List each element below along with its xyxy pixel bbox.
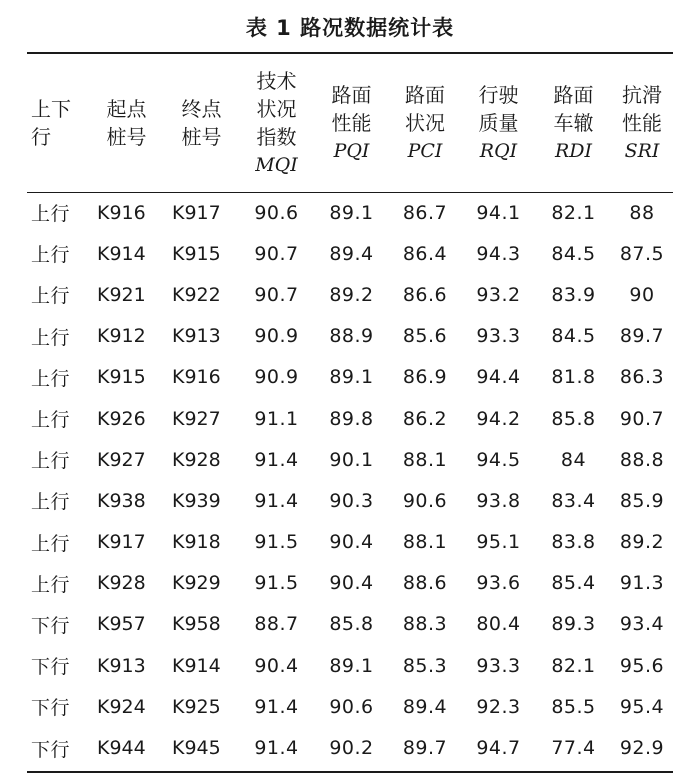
header-label-line: 起点 xyxy=(106,97,147,121)
end-station-cell: K929 xyxy=(172,572,221,595)
header-abbreviation: PQI xyxy=(333,140,370,162)
rqi-cell: 94.1 xyxy=(476,201,521,224)
start-station-cell: K915 xyxy=(97,366,146,389)
end-station-cell: K918 xyxy=(172,531,221,554)
header-label-line: 桩号 xyxy=(106,125,147,149)
header-label-line: 车辙 xyxy=(553,111,594,135)
start-station-cell: K914 xyxy=(97,242,146,265)
end-station-cell: K958 xyxy=(172,613,221,636)
mqi-cell: 90.9 xyxy=(254,366,299,389)
rdi-cell: 89.3 xyxy=(551,613,596,636)
start-station-cell: K927 xyxy=(97,448,146,471)
header-abbreviation: RQI xyxy=(479,140,518,162)
start-station-cell: K921 xyxy=(97,283,146,306)
pci-cell: 86.7 xyxy=(402,201,448,224)
sri-cell: 95.4 xyxy=(619,695,665,718)
direction-cell: 下行 xyxy=(31,738,71,761)
header-pqi xyxy=(314,54,389,192)
start-station-cell: K917 xyxy=(97,531,146,554)
start-station-cell: K926 xyxy=(97,407,146,430)
header-abbreviation: SRI xyxy=(624,140,660,162)
table-row xyxy=(27,686,673,727)
start-station-cell: K912 xyxy=(97,325,146,348)
sri-cell: 86.3 xyxy=(619,366,665,389)
pci-cell: 88.1 xyxy=(402,448,448,471)
mqi-cell: 91.4 xyxy=(254,737,299,760)
rdi-cell: 83.9 xyxy=(551,283,596,306)
rqi-cell: 93.6 xyxy=(476,572,521,595)
start-station-cell: K944 xyxy=(97,737,146,760)
direction-cell: 下行 xyxy=(31,697,71,720)
pci-cell: 86.2 xyxy=(402,407,448,430)
pqi-cell: 90.1 xyxy=(329,448,374,471)
start-station-cell: K928 xyxy=(97,572,146,595)
table-row xyxy=(27,192,673,233)
pqi-cell: 89.4 xyxy=(329,242,374,265)
rdi-cell: 85.8 xyxy=(551,407,596,430)
header-label-line: 路面 xyxy=(553,83,594,107)
rqi-cell: 94.5 xyxy=(476,448,521,471)
table-row xyxy=(27,398,673,439)
rqi-cell: 94.3 xyxy=(476,242,521,265)
direction-cell: 上行 xyxy=(31,203,71,226)
sri-cell: 92.9 xyxy=(619,737,665,760)
header-abbreviation: RDI xyxy=(554,140,593,162)
pci-cell: 88.3 xyxy=(402,613,448,636)
start-station-cell: K957 xyxy=(97,613,146,636)
header-label-line: 桩号 xyxy=(181,125,222,149)
header-label-line: 状况 xyxy=(405,111,445,135)
end-station-cell: K925 xyxy=(172,695,221,718)
direction-cell: 上行 xyxy=(31,409,71,432)
table-row xyxy=(27,645,673,686)
table-row xyxy=(27,563,673,604)
rqi-cell: 95.1 xyxy=(476,531,521,554)
mqi-cell: 90.7 xyxy=(254,283,299,306)
table-body xyxy=(27,192,673,769)
table-row xyxy=(27,357,673,398)
rdi-cell: 82.1 xyxy=(551,201,596,224)
pqi-cell: 89.1 xyxy=(329,654,374,677)
end-station-cell: K922 xyxy=(172,283,221,306)
direction-cell: 上行 xyxy=(31,244,71,267)
end-station-cell: K915 xyxy=(172,242,221,265)
mqi-cell: 90.6 xyxy=(254,201,299,224)
header-label-line: 性能 xyxy=(622,111,662,135)
end-station-cell: K939 xyxy=(172,489,221,512)
table-row xyxy=(27,727,673,768)
direction-cell: 下行 xyxy=(31,656,71,679)
pqi-cell: 90.3 xyxy=(329,489,374,512)
direction-cell: 上行 xyxy=(31,532,71,555)
rqi-cell: 93.3 xyxy=(476,654,521,677)
sri-cell: 85.9 xyxy=(619,489,665,512)
header-abbreviation: MQI xyxy=(255,154,298,176)
end-station-cell: K914 xyxy=(172,654,221,677)
table-row xyxy=(27,522,673,563)
direction-cell: 上行 xyxy=(31,285,71,308)
header-direction xyxy=(27,54,89,192)
pqi-cell: 89.8 xyxy=(329,407,374,430)
pqi-cell: 89.1 xyxy=(329,366,374,389)
header-rdi xyxy=(536,54,611,192)
mqi-cell: 91.5 xyxy=(254,531,299,554)
pci-cell: 89.7 xyxy=(402,737,448,760)
rdi-cell: 83.8 xyxy=(551,531,596,554)
header-start-station xyxy=(89,54,164,192)
table-header xyxy=(27,54,673,192)
header-label-line: 行驶 xyxy=(478,83,519,107)
mqi-cell: 91.4 xyxy=(254,489,299,512)
road-condition-table xyxy=(27,54,673,769)
rdi-cell: 85.5 xyxy=(551,695,596,718)
rdi-cell: 82.1 xyxy=(551,654,596,677)
rqi-cell: 93.2 xyxy=(476,283,521,306)
pci-cell: 85.3 xyxy=(402,654,448,677)
rdi-cell: 81.8 xyxy=(551,366,596,389)
header-label-line: 路面 xyxy=(331,83,372,107)
table-row xyxy=(27,480,673,521)
header-row xyxy=(27,54,673,192)
direction-cell: 上行 xyxy=(31,491,71,514)
sri-cell: 90.7 xyxy=(619,407,665,430)
direction-cell: 下行 xyxy=(31,614,71,637)
rdi-cell: 83.4 xyxy=(551,489,596,512)
rqi-cell: 94.7 xyxy=(476,737,521,760)
mqi-cell: 91.5 xyxy=(254,572,299,595)
rqi-cell: 80.4 xyxy=(476,613,521,636)
table-row xyxy=(27,274,673,315)
direction-cell: 上行 xyxy=(31,326,71,349)
header-sri xyxy=(611,54,673,192)
table-row xyxy=(27,316,673,357)
rdi-cell: 84 xyxy=(560,448,587,471)
start-station-cell: K913 xyxy=(97,654,146,677)
header-label-line: 行 xyxy=(31,125,51,149)
rdi-cell: 77.4 xyxy=(551,737,596,760)
direction-cell: 上行 xyxy=(31,450,71,473)
sri-cell: 90 xyxy=(629,283,655,306)
sri-cell: 89.7 xyxy=(619,325,665,348)
end-station-cell: K945 xyxy=(172,737,221,760)
pqi-cell: 88.9 xyxy=(329,325,374,348)
pci-cell: 85.6 xyxy=(402,325,448,348)
end-station-cell: K917 xyxy=(172,201,221,224)
pci-cell: 88.1 xyxy=(402,531,448,554)
header-label-line: 状况 xyxy=(256,97,297,121)
end-station-cell: K927 xyxy=(172,407,221,430)
bottom-rule xyxy=(27,771,673,773)
pqi-cell: 90.2 xyxy=(329,737,374,760)
table-row xyxy=(27,604,673,645)
pci-cell: 86.9 xyxy=(402,366,448,389)
end-station-cell: K916 xyxy=(172,366,221,389)
header-label-line: 抗滑 xyxy=(622,83,662,107)
pci-cell: 88.6 xyxy=(402,572,448,595)
rqi-cell: 92.3 xyxy=(476,695,521,718)
mqi-cell: 90.7 xyxy=(254,242,299,265)
mqi-cell: 91.4 xyxy=(254,448,299,471)
rqi-cell: 93.3 xyxy=(476,325,521,348)
pci-cell: 86.6 xyxy=(402,283,448,306)
pci-cell: 90.6 xyxy=(402,489,448,512)
header-label-line: 技术 xyxy=(256,69,297,93)
header-mqi xyxy=(239,54,314,192)
pci-cell: 86.4 xyxy=(402,242,448,265)
header-label-line: 路面 xyxy=(405,83,445,107)
rqi-cell: 94.2 xyxy=(476,407,521,430)
sri-cell: 88.8 xyxy=(619,448,665,471)
pqi-cell: 90.4 xyxy=(329,572,374,595)
header-label-line: 上下 xyxy=(31,97,71,121)
pqi-cell: 90.6 xyxy=(329,695,374,718)
table-row xyxy=(27,233,673,274)
start-station-cell: K938 xyxy=(97,489,146,512)
mqi-cell: 91.1 xyxy=(254,407,299,430)
header-label-line: 质量 xyxy=(478,111,519,135)
start-station-cell: K924 xyxy=(97,695,146,718)
pqi-cell: 89.2 xyxy=(329,283,374,306)
rdi-cell: 84.5 xyxy=(551,325,596,348)
sri-cell: 88 xyxy=(629,201,655,224)
sri-cell: 91.3 xyxy=(619,572,665,595)
table-title: 表 1 路况数据统计表 xyxy=(245,16,455,40)
sri-cell: 87.5 xyxy=(619,242,665,265)
header-rqi xyxy=(461,54,536,192)
sri-cell: 89.2 xyxy=(619,531,665,554)
header-pci xyxy=(389,54,461,192)
header-label-line: 性能 xyxy=(331,111,372,135)
start-station-cell: K916 xyxy=(97,201,146,224)
header-end-station xyxy=(164,54,239,192)
table-row xyxy=(27,439,673,480)
sri-cell: 95.6 xyxy=(619,654,665,677)
mqi-cell: 91.4 xyxy=(254,695,299,718)
header-label-line: 指数 xyxy=(256,125,297,149)
pqi-cell: 89.1 xyxy=(329,201,374,224)
rqi-cell: 93.8 xyxy=(476,489,521,512)
header-label-line: 终点 xyxy=(181,97,222,121)
header-abbreviation: PCI xyxy=(407,140,443,162)
mqi-cell: 90.4 xyxy=(254,654,299,677)
end-station-cell: K928 xyxy=(172,448,221,471)
pci-cell: 89.4 xyxy=(402,695,448,718)
rdi-cell: 84.5 xyxy=(551,242,596,265)
direction-cell: 上行 xyxy=(31,367,71,390)
sri-cell: 93.4 xyxy=(619,613,665,636)
end-station-cell: K913 xyxy=(172,325,221,348)
rdi-cell: 85.4 xyxy=(551,572,596,595)
pqi-cell: 85.8 xyxy=(329,613,374,636)
pqi-cell: 90.4 xyxy=(329,531,374,554)
direction-cell: 上行 xyxy=(31,573,71,596)
rqi-cell: 94.4 xyxy=(476,366,521,389)
mqi-cell: 88.7 xyxy=(254,613,299,636)
mqi-cell: 90.9 xyxy=(254,325,299,348)
